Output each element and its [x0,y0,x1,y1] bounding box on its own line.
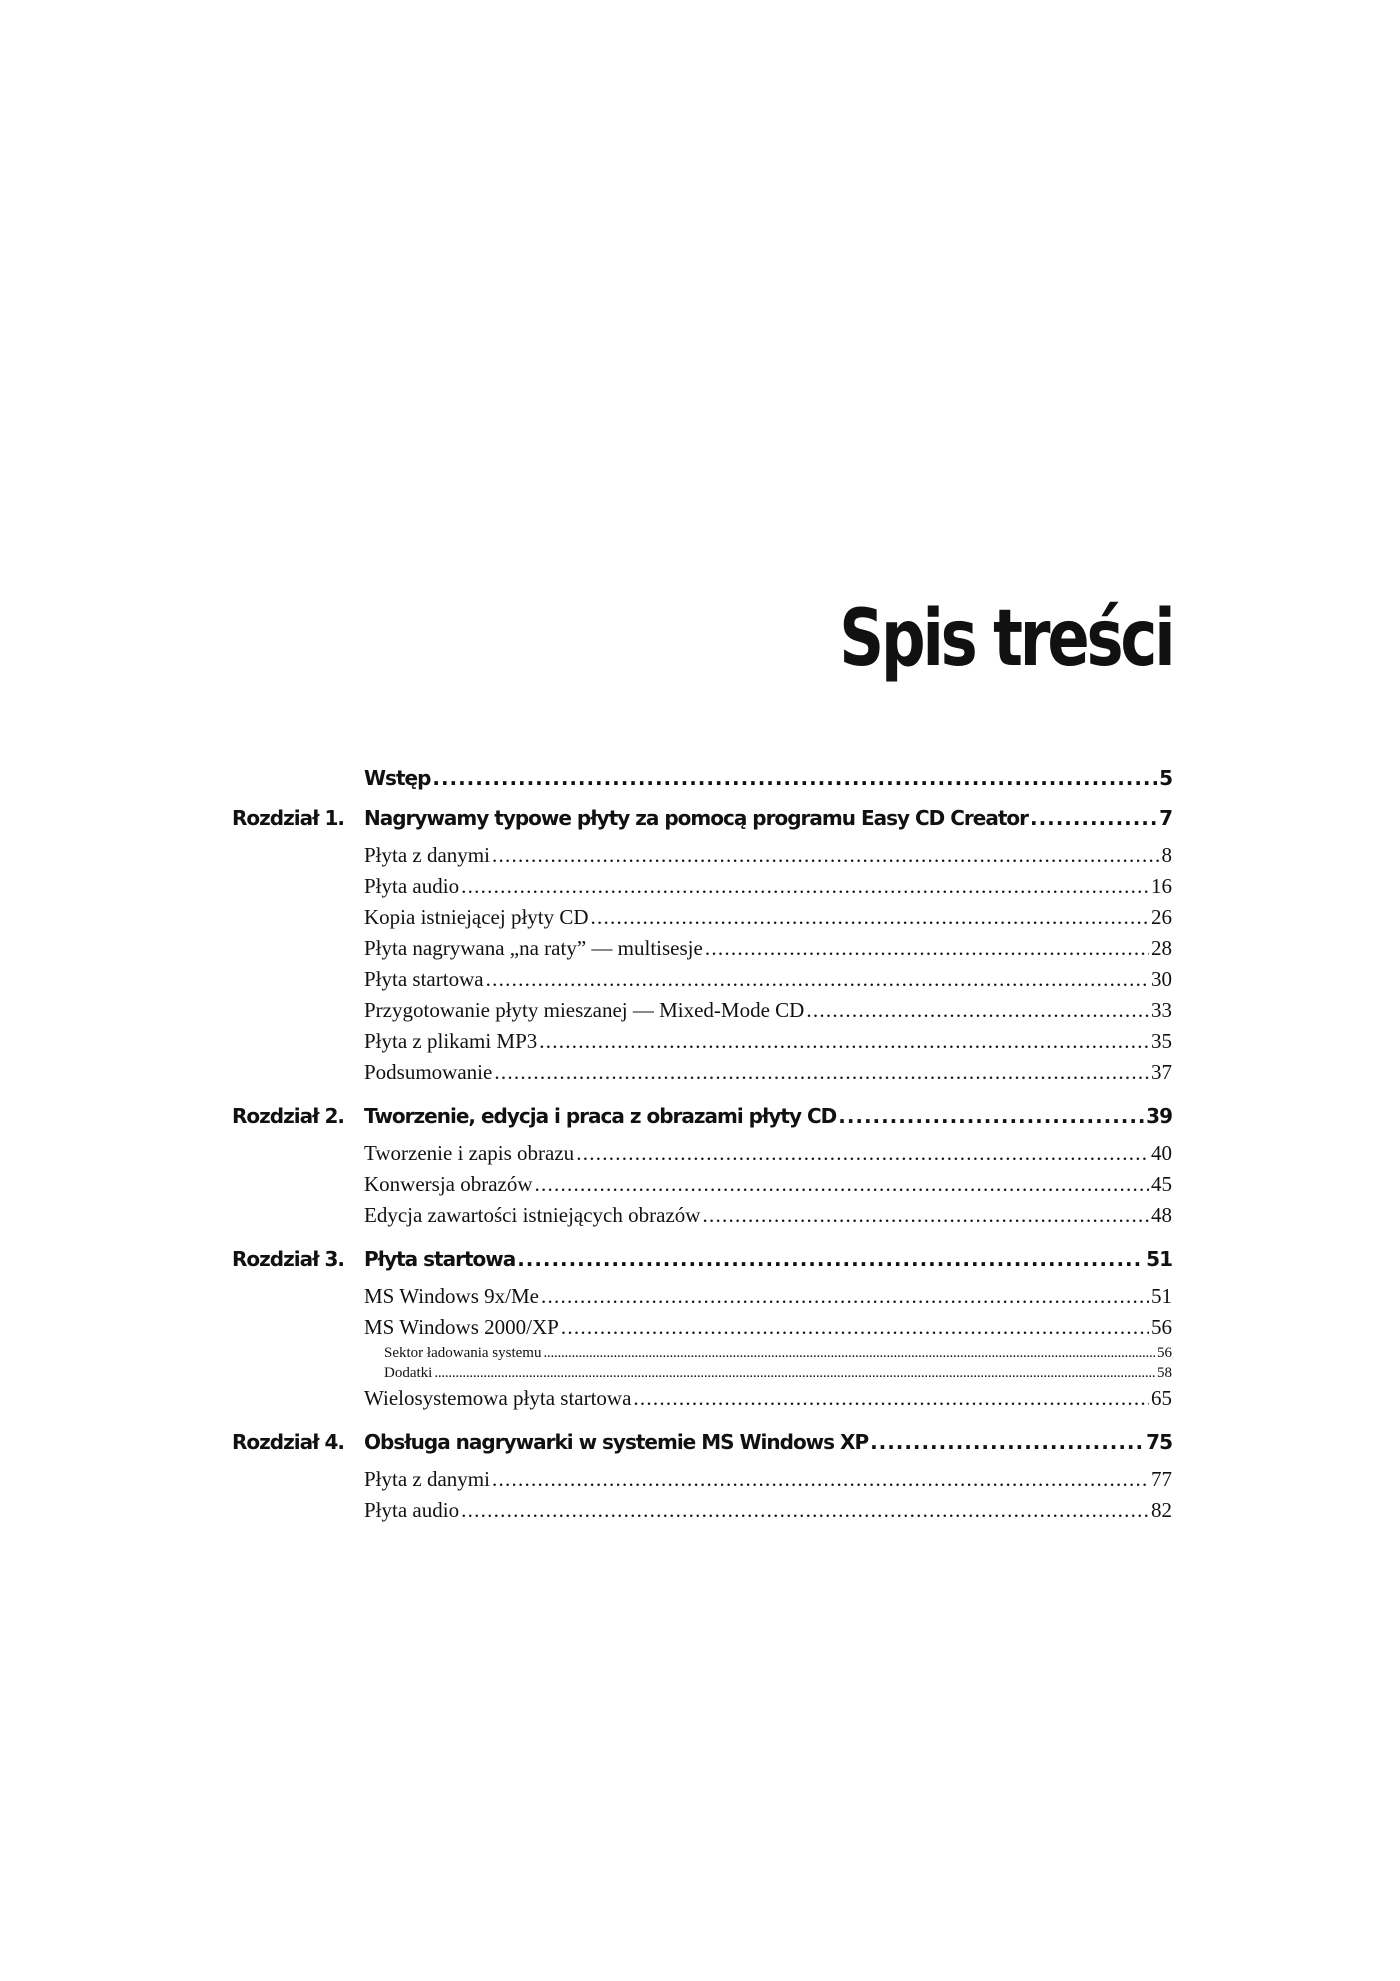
toc-section-entry [232,964,1172,995]
toc-page-number: 8 [1161,843,1172,867]
table-of-contents [232,766,1172,1526]
toc-dot-leader [461,1495,1149,1526]
toc-entry-body [364,766,1172,790]
toc-entry-body [364,1200,1172,1231]
toc-dot-leader [492,840,1160,871]
toc-chapter-entry [232,806,1172,830]
toc-entry-title: Płyta z plikami MP3 [364,1029,538,1053]
toc-dot-leader [591,902,1149,933]
toc-page-number: 37 [1151,1060,1172,1084]
toc-entry-body [364,1495,1172,1526]
toc-entry-title: MS Windows 9x/Me [364,1284,539,1308]
toc-page-number: 40 [1151,1141,1172,1165]
toc-section-entry [232,871,1172,902]
toc-dot-leader [702,1200,1149,1231]
toc-page-number: 51 [1151,1284,1172,1308]
toc-section-entry [232,1464,1172,1495]
toc-dot-leader [1030,806,1157,830]
toc-subsection-entry [232,1343,1172,1363]
toc-dot-leader [541,1281,1149,1312]
toc-dot-leader [870,1430,1144,1454]
toc-chapter-entry [232,1104,1172,1128]
toc-entry-body [364,1104,1172,1128]
toc-page-number: 58 [1157,1365,1172,1381]
toc-entry-body [364,1138,1172,1169]
toc-chapter-number: Rozdział 1. [232,806,344,830]
toc-page-number: 45 [1151,1172,1172,1196]
toc-page-number: 56 [1157,1345,1172,1361]
toc-entry-body [364,964,1172,995]
toc-entry-body [364,840,1172,871]
toc-page-number: 77 [1151,1467,1172,1491]
toc-subsection-entry [232,1363,1172,1383]
toc-chapter-number: Rozdział 4. [232,1430,344,1454]
toc-page-number: 5 [1159,766,1172,790]
toc-section-entry [232,1495,1172,1526]
toc-section-entry [232,840,1172,871]
toc-entry-body [364,1312,1172,1343]
toc-page-number: 7 [1159,806,1172,830]
toc-section-entry [232,1200,1172,1231]
toc-dot-leader [486,964,1149,995]
toc-section-entry [232,1312,1172,1343]
toc-chapter-entry [232,766,1172,790]
toc-entry-title: MS Windows 2000/XP [364,1315,559,1339]
toc-entry-title: Płyta z danymi [364,1467,490,1491]
toc-dot-leader [576,1138,1149,1169]
toc-entry-title: Płyta startowa [364,967,484,991]
toc-entry-title: Płyta startowa [364,1247,516,1271]
toc-section-entry [232,1281,1172,1312]
toc-entry-body [364,1247,1172,1271]
toc-entry-title: Sektor ładowania systemu [384,1345,542,1361]
toc-dot-leader [434,1363,1155,1383]
toc-dot-leader [539,1026,1149,1057]
toc-entry-body [364,871,1172,902]
toc-entry-body [364,1169,1172,1200]
toc-entry-title: Dodatki [384,1365,433,1381]
toc-entry-title: Nagrywamy typowe płyty za pomocą programu Easy CD Creator [364,806,1029,830]
toc-entry-title: Wielosystemowa płyta startowa [364,1386,632,1410]
toc-page-number: 33 [1151,998,1172,1022]
toc-page-number: 65 [1151,1386,1172,1410]
toc-entry-body [364,806,1172,830]
toc-dot-leader [535,1169,1149,1200]
page-title: Spis treści [838,594,1172,684]
toc-page-number: 82 [1151,1498,1172,1522]
toc-dot-leader [461,871,1149,902]
toc-entry-body [364,1026,1172,1057]
toc-section-entry [232,1169,1172,1200]
toc-section-entry [232,1383,1172,1414]
toc-dot-leader [494,1057,1149,1088]
toc-section-entry [232,1026,1172,1057]
toc-entry-body [364,933,1172,964]
toc-section-entry [232,933,1172,964]
toc-page-number: 51 [1146,1247,1172,1271]
toc-dot-leader [705,933,1149,964]
toc-entry-title: Płyta nagrywana „na raty” — multisesje [364,936,703,960]
toc-dot-leader [633,1383,1149,1414]
toc-dot-leader [517,1247,1144,1271]
toc-entry-title: Przygotowanie płyty mieszanej — Mixed-Mode CD [364,998,805,1022]
toc-entry-title: Wstęp [364,766,431,790]
toc-entry-body [364,995,1172,1026]
toc-page-number: 30 [1151,967,1172,991]
toc-page-number: 48 [1151,1203,1172,1227]
toc-page-number: 75 [1146,1430,1172,1454]
toc-dot-leader [492,1464,1149,1495]
toc-section-entry [232,902,1172,933]
toc-page-number: 26 [1151,905,1172,929]
toc-entry-title: Tworzenie i zapis obrazu [364,1141,575,1165]
toc-entry-title: Podsumowanie [364,1060,493,1084]
toc-dot-leader [806,995,1149,1026]
toc-chapter-number: Rozdział 2. [232,1104,344,1128]
toc-entry-title: Konwersja obrazów [364,1172,533,1196]
toc-page-number: 28 [1151,936,1172,960]
toc-page-number: 35 [1151,1029,1172,1053]
toc-entry-title: Obsługa nagrywarki w systemie MS Windows XP [364,1430,869,1454]
toc-entry-body [364,1430,1172,1454]
toc-entry-body [364,1383,1172,1414]
toc-dot-leader [543,1343,1155,1363]
toc-chapter-entry [232,1430,1172,1454]
toc-entry-body [364,902,1172,933]
toc-entry-title: Płyta z danymi [364,843,490,867]
toc-dot-leader [432,766,1157,790]
toc-dot-leader [561,1312,1149,1343]
toc-entry-body [384,1343,1172,1363]
toc-entry-title: Tworzenie, edycja i praca z obrazami płyty CD [364,1104,837,1128]
toc-section-entry [232,1138,1172,1169]
toc-entry-body [364,1281,1172,1312]
toc-entry-body [364,1464,1172,1495]
toc-entry-body [364,1057,1172,1088]
toc-section-entry [232,995,1172,1026]
toc-section-entry [232,1057,1172,1088]
toc-entry-title: Płyta audio [364,874,460,898]
toc-page-number: 39 [1146,1104,1172,1128]
toc-entry-title: Płyta audio [364,1498,460,1522]
toc-chapter-entry [232,1247,1172,1271]
toc-entry-title: Edycja zawartości istniejących obrazów [364,1203,701,1227]
toc-dot-leader [838,1104,1144,1128]
toc-entry-title: Kopia istniejącej płyty CD [364,905,589,929]
toc-chapter-number: Rozdział 3. [232,1247,344,1271]
toc-entry-body [384,1363,1172,1383]
toc-page-number: 16 [1151,874,1172,898]
toc-page-number: 56 [1151,1315,1172,1339]
